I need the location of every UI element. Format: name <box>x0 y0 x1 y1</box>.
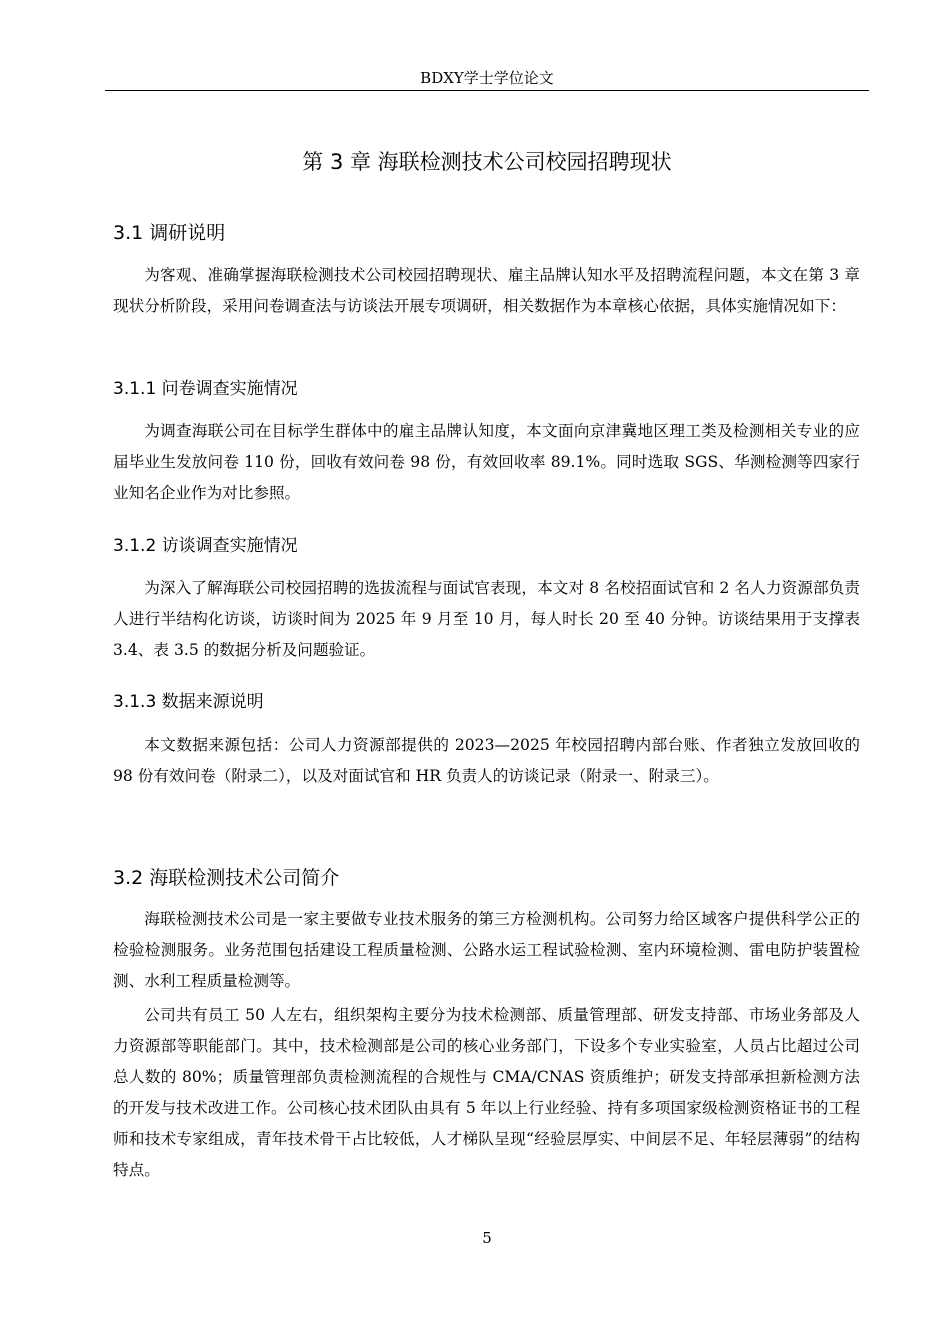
section-3-1-1-paragraph: 为调查海联公司在目标学生群体中的雇主品牌认知度，本文面向京津冀地区理工类及检测相关专业的应届毕业生发放问卷 110 份，回收有效问卷 98 份，有效回收率 89.1%。同时选取 SGS、华测检测等四家行业知名企业作为对比参照。 <box>113 422 860 502</box>
section-3-1-paragraph: 为客观、准确掌握海联检测技术公司校园招聘现状、雇主品牌认知水平及招聘流程问题，本文在第 3 章现状分析阶段，采用问卷调查法与访谈法开展专项调研，相关数据作为本章核心依据，具体实施情况如下： <box>113 266 860 315</box>
section-3-2-heading: 3.2 海联检测技术公司简介 <box>113 867 340 889</box>
section-3-1-heading: 3.1 调研说明 <box>113 222 226 244</box>
chapter-title: 第 3 章 海联检测技术公司校园招聘现状 <box>302 150 672 174</box>
page-number: 5 <box>482 1229 492 1247</box>
section-3-1-2-heading: 3.1.2 访谈调查实施情况 <box>113 536 298 556</box>
section-3-1-3-heading: 3.1.3 数据来源说明 <box>113 692 264 712</box>
section-3-1-3-paragraph: 本文数据来源包括：公司人力资源部提供的 2023—2025 年校园招聘内部台账、作者独立发放回收的 98 份有效问卷（附录二），以及对面试官和 HR 负责人的访谈记录（附录一、附录三）。 <box>113 736 860 785</box>
section-3-1-2-paragraph: 为深入了解海联公司校园招聘的选拔流程与面试官表现，本文对 8 名校招面试官和 2 名人力资源部负责人进行半结构化访谈，访谈时间为 2025 年 9 月至 10 月，每人时长 20 至 40 分钟。访谈结果用于支撑表 3.4、表 3.5 的数据分析及问题验证。 <box>113 579 860 659</box>
section-3-2-paragraph-1: 海联检测技术公司是一家主要做专业技术服务的第三方检测机构。公司努力给区域客户提供科学公正的检验检测服务。业务范围包括建设工程质量检测、公路水运工程试验检测、室内环境检测、雷电防护装置检测、水利工程质量检测等。 <box>113 910 860 990</box>
section-3-2-paragraph-2: 公司共有员工 50 人左右，组织架构主要分为技术检测部、质量管理部、研发支持部、市场业务部及人力资源部等职能部门。其中，技术检测部是公司的核心业务部门，下设多个专业实验室，人员占比超过公司总人数的 80%；质量管理部负责检测流程的合规性与 CMA/CNAS 资质维护；研发支持部承担新检测方法的开发与技术改进工作。公司核心技术团队由具有 5 年以上行业经验、持有多项国家级检测资格证书的工程师和技术专家组成，青年技术骨干占比较低，人才梯队呈现“经验层厚实、中间层不足、年轻层薄弱”的结构特点。 <box>113 1006 860 1179</box>
running-header: BDXY学士学位论文 <box>420 69 554 87</box>
section-3-1-1-heading: 3.1.1 问卷调查实施情况 <box>113 379 298 399</box>
header-rule <box>105 90 869 91</box>
